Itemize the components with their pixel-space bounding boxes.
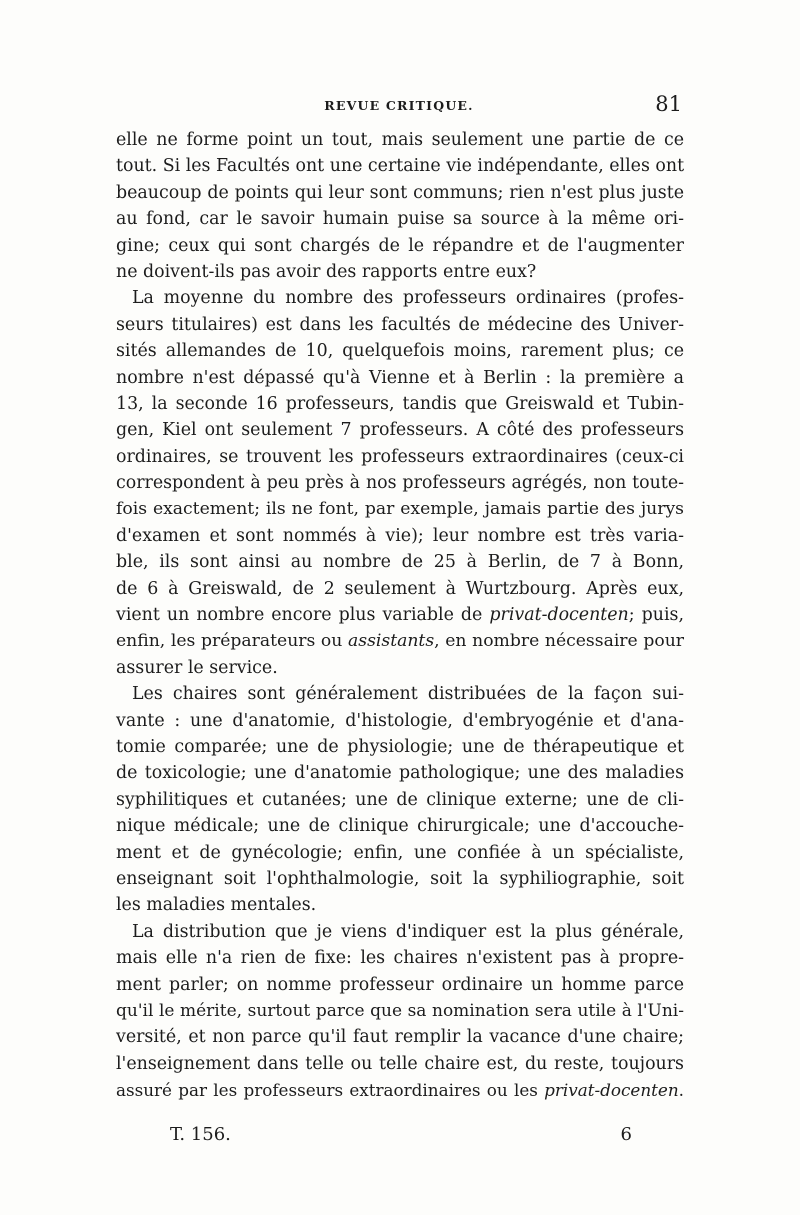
text-line: beaucoup de points qui leur sont communs; rien n'est plus juste [116,182,684,203]
text-line: fois exactement; ils ne font, par exemple, jamais partie des jurys [116,499,684,520]
text-line: La distribution que je viens d'indiquer est la plus générale, [132,921,684,942]
text-line: ment parler; on nomme professeur ordinaire un homme parce [116,974,684,995]
text-line: l'enseignement dans telle ou telle chaire est, du reste, toujours [116,1053,684,1074]
text-line: de 6 à Greiswald, de 2 seulement à Wurtzbourg. Après eux, [116,578,684,599]
text-line: de toxicologie; une d'anatomie pathologique; une des maladies [116,763,684,784]
signature-mark: 6 [620,1124,632,1145]
page-footer [116,1124,684,1152]
text-line: vient un nombre encore plus variable de privat-docenten; puis, [116,605,685,626]
paragraph-1 [116,127,684,285]
text-line: mais elle n'a rien de fixe: les chaires n'existent pas à propre- [116,948,684,969]
text-line: nombre n'est dépassé qu'à Vienne et à Berlin : la première a [116,367,684,388]
text-line: assurer le service. [116,657,278,678]
text-line: tout. Si les Facultés ont une certaine vie indépendante, elles ont [116,156,685,177]
text-line: gine; ceux qui sont chargés de le répandre et de l'augmenter [116,235,684,256]
volume-mark: T. 156. [170,1124,231,1145]
text-line: les maladies mentales. [116,895,317,916]
text-line: elle ne forme point un tout, mais seulement une partie de ce [116,130,684,150]
text-line: ne doivent-ils pas avoir des rapports entre eux? [116,261,537,282]
text-line: enfin, les préparateurs ou assistants, en nombre nécessaire pour [116,631,684,652]
text-line: Les chaires sont généralement distribuées de la façon sui- [132,684,684,705]
text-line: gen, Kiel ont seulement 7 professeurs. A côté des professeurs [116,420,684,441]
text-line: vante : une d'anatomie, d'histologie, d'embryogénie et d'ana- [116,710,684,731]
page-number: 81 [655,92,682,116]
text-line: au fond, car le savoir humain puise sa source à la même ori- [116,209,684,230]
text-line: ment et de gynécologie; enfin, une confiée à un spécialiste, [116,842,684,863]
text-line: nique médicale; une de clinique chirurgicale; une d'accouche- [116,816,684,837]
paragraph-4 [116,919,684,1104]
text-line: tomie comparée; une de physiologie; une de thérapeutique et [116,736,684,757]
italic-term: privat-docenten [544,1080,679,1101]
text-line: sités allemandes de 10, quelquefois moins, rarement plus; ce [116,341,684,362]
running-header [116,92,682,120]
text-line: ble, ils sont ainsi au nombre de 25 à Berlin, de 7 à Bonn, [116,552,684,573]
text-line: ordinaires, se trouvent les professeurs extraordinaires (ceux-ci [116,446,684,467]
text-line: 13, la seconde 16 professeurs, tandis que Greiswald et Tubin- [116,393,684,414]
text-line: syphilitiques et cutanées; une de clinique externe; une de cli- [116,789,684,810]
text-line: d'examen et sont nommés à vie); leur nombre est très varia- [116,525,684,546]
running-title: REVUE CRITIQUE. [324,98,474,113]
italic-term: privat-docenten [489,605,629,626]
text-line: correspondent à peu près à nos professeurs agrégés, non toute- [116,473,684,494]
text-line: versité, et non parce qu'il faut remplir la vacance d'une chaire; [116,1027,684,1048]
text-line: qu'il le mérite, surtout parce que sa nomination sera utile à l'Uni- [116,1000,684,1021]
text-line: enseignant soit l'ophthalmologie, soit la syphiliographie, soit [116,868,684,889]
text-line: seurs titulaires) est dans les facultés de médecine des Univer- [116,314,684,335]
paragraph-3 [116,681,684,919]
italic-term: assistants [348,631,435,652]
body-text [116,127,684,1103]
paragraph-2 [116,285,684,681]
text-line: La moyenne du nombre des professeurs ordinaires (profes- [132,288,684,309]
text-line: assuré par les professeurs extraordinaires ou les privat-docenten. [116,1080,684,1101]
